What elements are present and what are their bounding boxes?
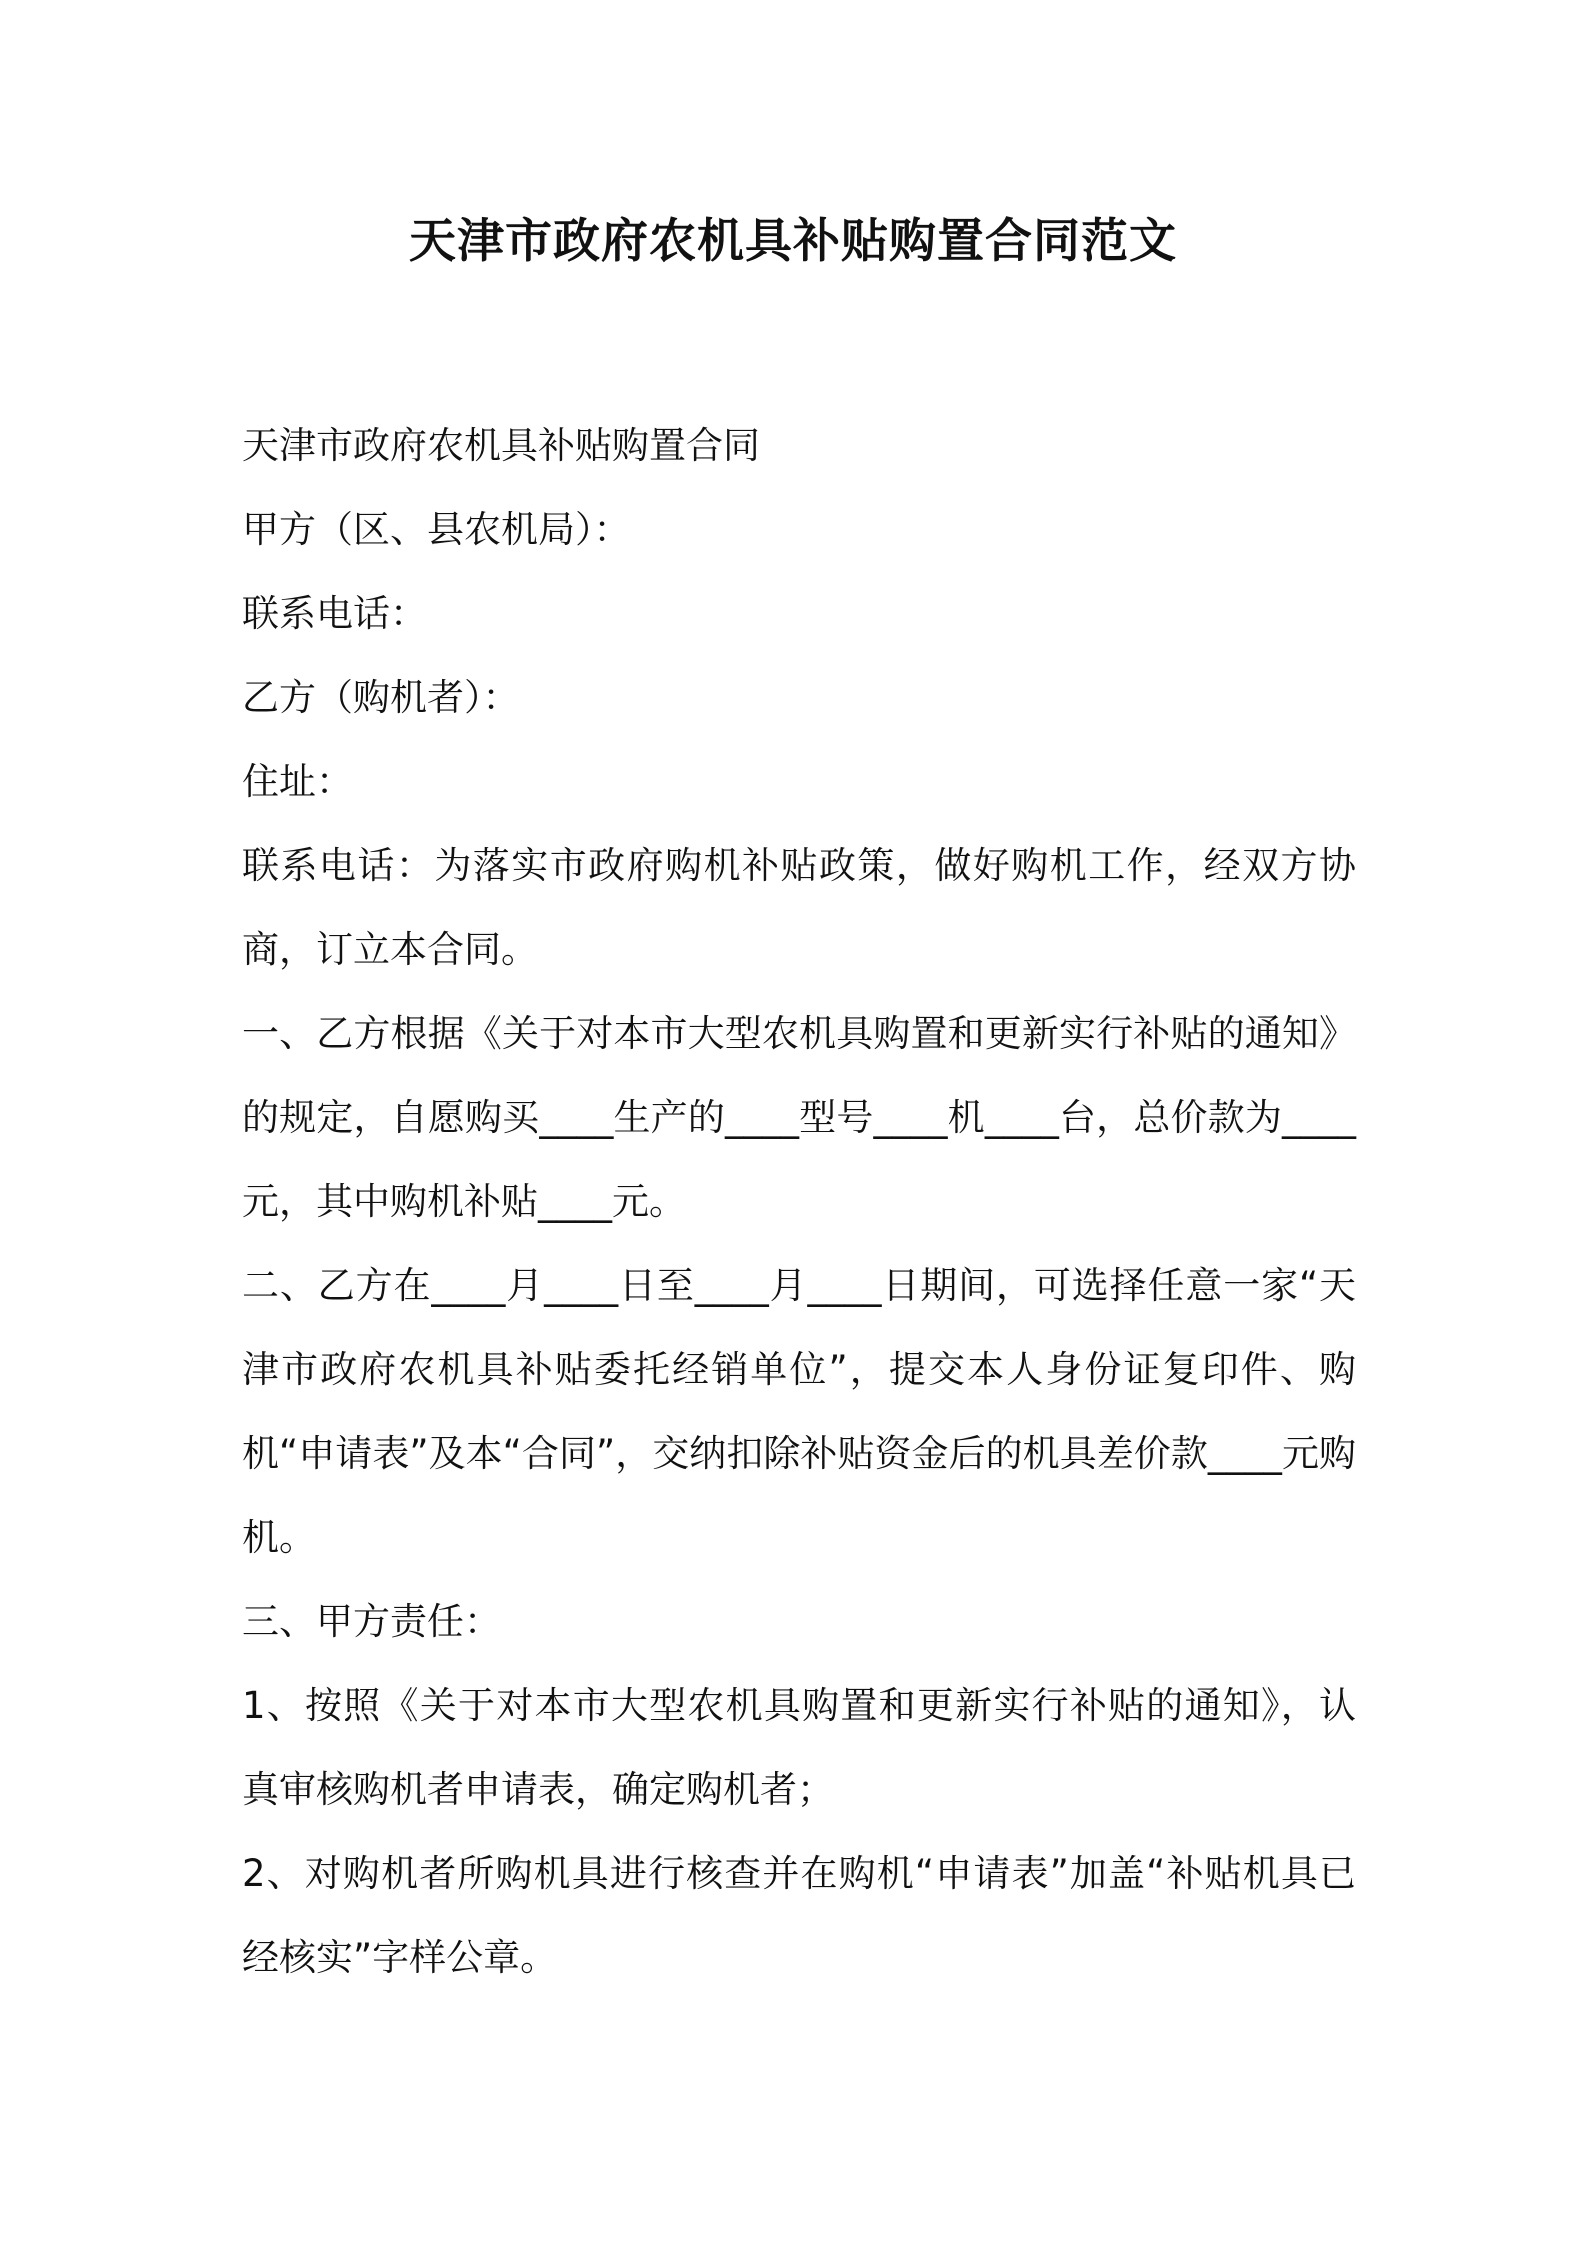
contract-heading: 天津市政府农机具补贴购置合同: [242, 424, 760, 467]
party-b-phone-preamble: 联系电话：为落实市政府购机补贴政策，做好购机工作，经双方协商，订立本合同。: [242, 844, 1356, 971]
party-b-address-line: 住址：: [242, 760, 353, 803]
party-b-line: 乙方（购机者）：: [242, 676, 520, 719]
document-body: [242, 404, 1356, 2000]
clause-2: 二、乙方在____月____日至____月____日期间，可选择任意一家“天津市政府农机具补贴委托经销单位”，提交本人身份证复印件、购机“申请表”及本“合同”，交纳扣除补贴资金后的机具差价款____元购机。: [242, 1264, 1356, 1559]
party-a-line: 甲方（区、县农机局）：: [242, 508, 631, 551]
clause-1: 一、乙方根据《关于对本市大型农机具购置和更新实行补贴的通知》的规定，自愿购买____生产的____型号____机____台，总价款为____元，其中购机补贴____元。: [242, 1012, 1356, 1223]
clause-3-item-2: 2、对购机者所购机具进行核查并在购机“申请表”加盖“补贴机具已经核实”字样公章。: [242, 1852, 1356, 1979]
clause-3-heading: 三、甲方责任：: [242, 1600, 501, 1643]
clause-3-item-1: 1、按照《关于对本市大型农机具购置和更新实行补贴的通知》，认真审核购机者申请表，确定购机者；: [242, 1684, 1356, 1811]
party-a-phone-line: 联系电话：: [242, 592, 427, 635]
document-title: 天津市政府农机具补贴购置合同范文: [409, 214, 1177, 269]
